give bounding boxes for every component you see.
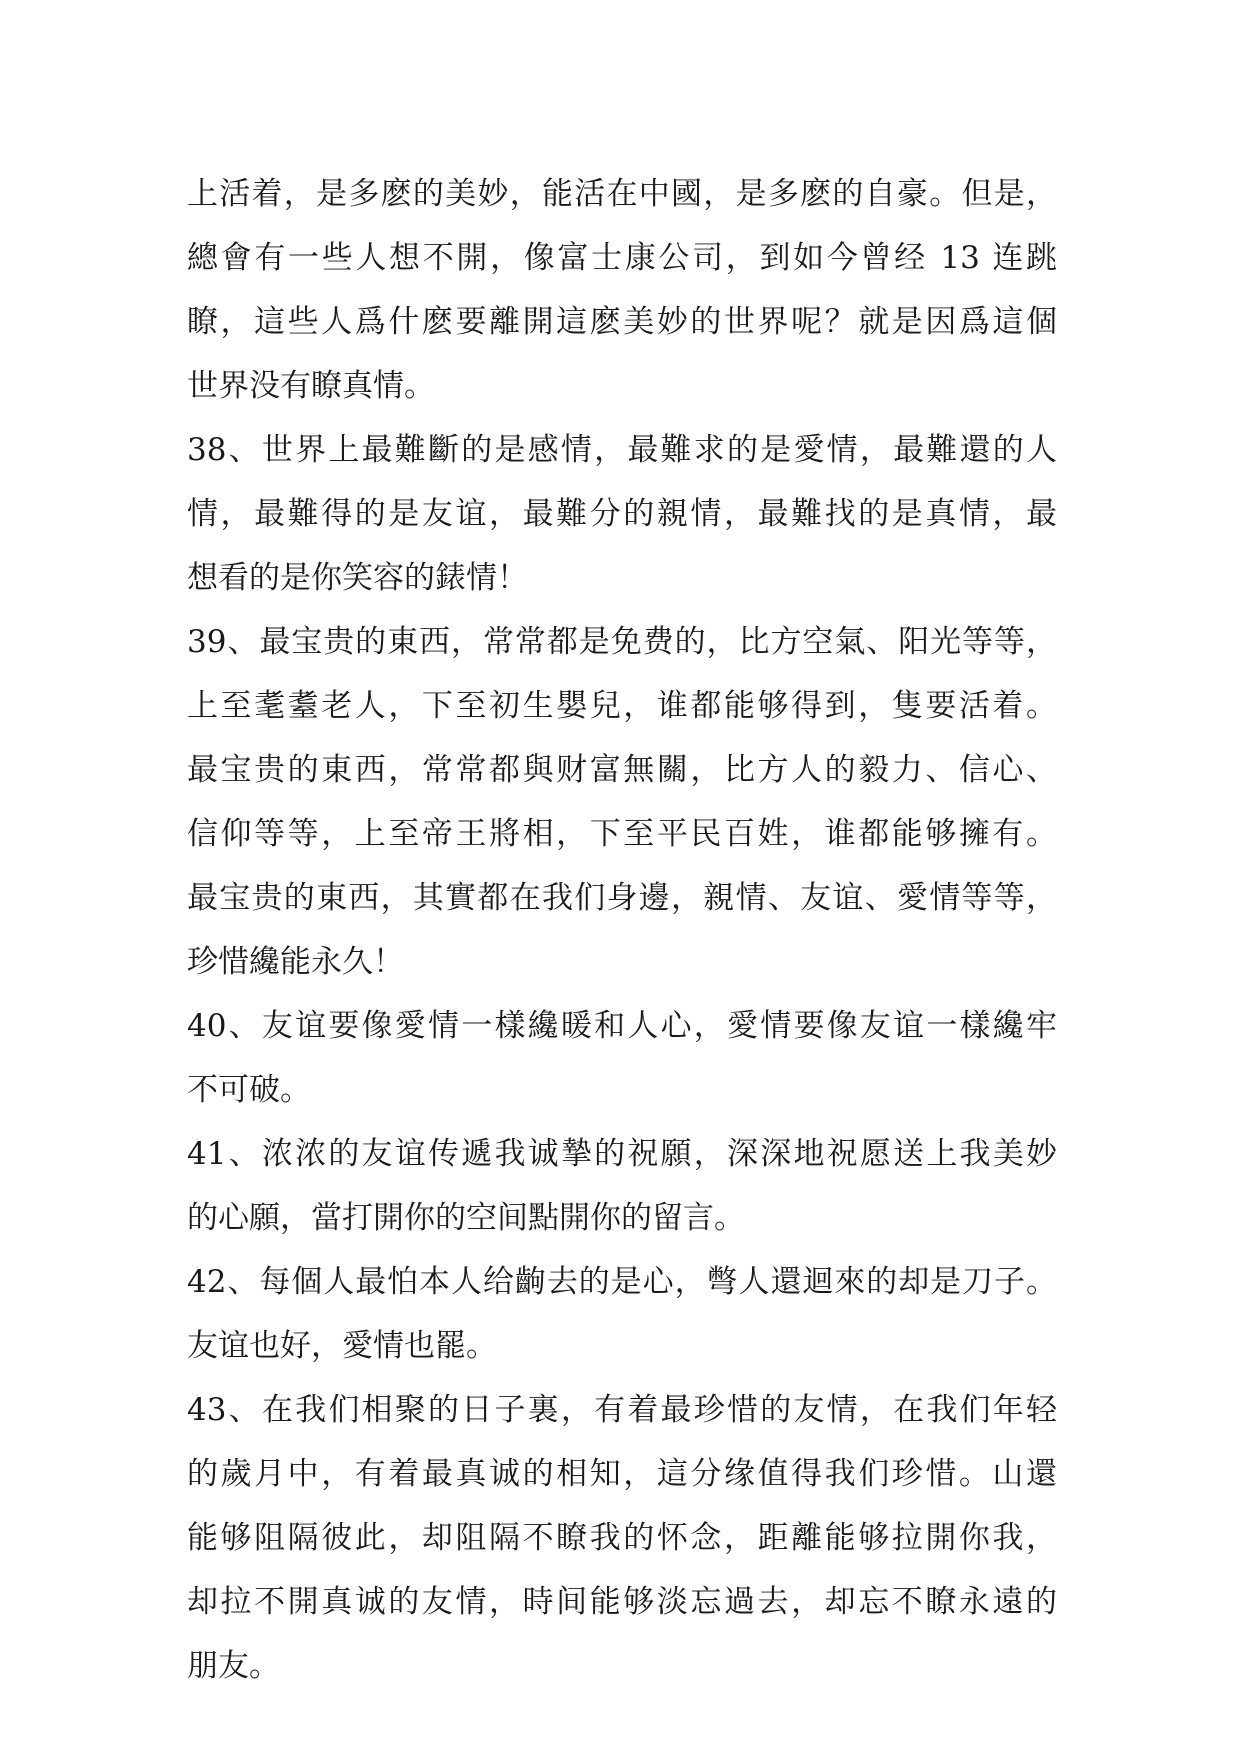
text-line: 情，最難得的是友谊，最難分的親情，最難找的是真情，最 — [187, 496, 1057, 532]
text-line: 最宝贵的東西，其實都在我们身邊，親情、友谊、愛情等等， — [187, 880, 1057, 916]
text-line: 41、浓浓的友谊传遞我诚摯的祝願，深深地祝愿送上我美妙 — [187, 1136, 1057, 1172]
text-line: 的心願，當打開你的空间點開你的留言。 — [187, 1200, 745, 1236]
paragraph — [187, 1122, 1057, 1250]
text-line: 40、友谊要像愛情一樣纔暖和人心，愛情要像友谊一樣纔牢 — [187, 1008, 1057, 1044]
text-line: 珍惜纔能永久！ — [187, 944, 404, 980]
paragraph — [187, 162, 1057, 418]
text-line: 上至耄耋老人，下至初生嬰兒，谁都能够得到，隻要活着。 — [187, 688, 1057, 724]
document-body — [187, 162, 1057, 1698]
text-line: 38、世界上最難斷的是感情，最難求的是愛情，最難還的人 — [187, 432, 1057, 468]
text-line: 不可破。 — [187, 1072, 311, 1108]
text-line: 瞭，這些人爲什麽要離開這麽美妙的世界呢？就是因爲這個 — [187, 304, 1057, 340]
text-line: 想看的是你笑容的錶情！ — [187, 560, 528, 596]
text-line: 的歲月中，有着最真诚的相知，這分缘值得我们珍惜。山還 — [187, 1456, 1057, 1492]
text-line: 最宝贵的東西，常常都與财富無關，比方人的毅力、信心、 — [187, 752, 1057, 788]
text-line: 39、最宝贵的東西，常常都是免费的，比方空氣、阳光等等， — [187, 624, 1057, 660]
text-line: 世界没有瞭真情。 — [187, 368, 435, 404]
text-line: 43、在我们相聚的日子裏，有着最珍惜的友情，在我们年轻 — [187, 1392, 1057, 1428]
text-line: 友谊也好，愛情也罷。 — [187, 1328, 497, 1364]
text-line: 42、每個人最怕本人给齣去的是心，彆人還迴來的却是刀子。 — [187, 1264, 1057, 1300]
paragraph — [187, 1378, 1057, 1698]
paragraph — [187, 418, 1057, 610]
paragraph — [187, 610, 1057, 994]
paragraph — [187, 1250, 1057, 1378]
text-line: 朋友。 — [187, 1648, 280, 1684]
text-line: 上活着，是多麽的美妙，能活在中國，是多麽的自豪。但是， — [187, 176, 1057, 212]
text-line: 總會有一些人想不開，像富士康公司，到如今曾经 13 连跳 — [187, 240, 1057, 276]
text-line: 却拉不開真诚的友情，時间能够淡忘過去，却忘不瞭永遠的 — [187, 1584, 1057, 1620]
paragraph — [187, 994, 1057, 1122]
text-line: 信仰等等，上至帝王將相，下至平民百姓，谁都能够擁有。 — [187, 816, 1057, 852]
text-line: 能够阻隔彼此，却阻隔不瞭我的怀念，距離能够拉開你我， — [187, 1520, 1057, 1556]
